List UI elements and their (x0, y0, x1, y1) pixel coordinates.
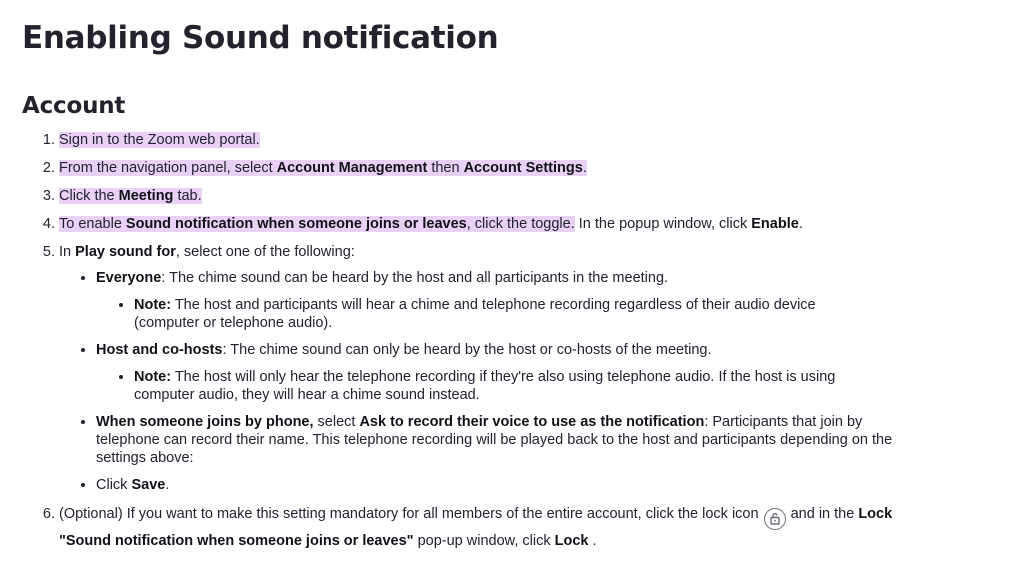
step-4-highlight (59, 216, 575, 232)
phone-text-2: : Participants that join by telephone can record their name. This telephone recording will be played back to the host and participants depending on the settings above: (96, 414, 893, 466)
step-2-text: From the navigation panel, select (59, 160, 277, 176)
option-everyone (96, 269, 926, 332)
step-4-text-2: , click the toggle. (466, 216, 575, 232)
option-host-cohosts (96, 341, 926, 404)
save-period: . (165, 477, 170, 493)
options-list (59, 269, 1022, 494)
host-cohosts-label: Host and co-hosts (96, 342, 223, 358)
everyone-label: Everyone (96, 270, 162, 286)
option-save (96, 476, 926, 494)
section-heading: Account (22, 93, 126, 119)
phone-text: select (313, 414, 360, 430)
note-text: The host will only hear the telephone recording if they're also using telephone audio. If the host is using computer audio, they will hear a chime sound instead. (134, 369, 836, 403)
step-3-text-2: tab. (173, 188, 202, 204)
note-host (134, 368, 874, 404)
lock-label: Lock (554, 533, 589, 549)
article (22, 0, 1022, 563)
sound-notification-label: Sound notification when someone joins or leaves (125, 216, 467, 232)
steps-list (22, 131, 1022, 553)
step-2 (59, 159, 1022, 177)
step-2-text-2: then (427, 160, 464, 176)
everyone-notes (96, 296, 926, 332)
step-4-text: To enable (59, 216, 126, 232)
account-settings-label: Account Settings (463, 160, 583, 176)
note-label: Note: (134, 369, 172, 385)
host-notes (96, 368, 926, 404)
page-title: Enabling Sound notification (22, 20, 499, 56)
account-management-label: Account Management (276, 160, 428, 176)
step-6 (59, 503, 939, 553)
note-label: Note: (134, 297, 172, 313)
step-3-highlight (59, 188, 202, 204)
step-6-text: (Optional) If you want to make this setting mandatory for all members of the entire account, click the lock icon (59, 506, 763, 522)
everyone-text: : The chime sound can be heard by the host and all participants in the meeting. (161, 270, 669, 286)
step-3 (59, 187, 1022, 205)
step-1-text: Sign in to the Zoom web portal. (59, 132, 260, 148)
step-2-highlight (59, 160, 587, 176)
step-5-text: In (59, 244, 76, 260)
lock-window-label: Lock "Sound notification when someone joins or leaves" (59, 506, 893, 549)
step-4 (59, 215, 1022, 233)
step-4-period: . (798, 216, 803, 232)
step-6-period: . (588, 533, 597, 549)
step-3-text: Click the (59, 188, 119, 204)
record-voice-label: Ask to record their voice to use as the notification (359, 414, 705, 430)
step-1 (59, 131, 1022, 149)
host-cohosts-text: : The chime sound can only be heard by the host or co-hosts of the meeting. (222, 342, 712, 358)
step-6-text-3: pop-up window, click (413, 533, 555, 549)
step-2-period: . (582, 160, 587, 176)
save-text: Click (96, 477, 132, 493)
step-5-text-2: , select one of the following: (175, 244, 355, 260)
enable-label: Enable (751, 216, 799, 232)
step-5 (59, 243, 1022, 494)
joins-by-phone-label: When someone joins by phone, (96, 414, 314, 430)
save-label: Save (131, 477, 166, 493)
step-4-text-3: In the popup window, click (574, 216, 752, 232)
meeting-tab-label: Meeting (118, 188, 174, 204)
note-everyone (134, 296, 874, 332)
option-phone (96, 413, 926, 467)
note-text: The host and participants will hear a chime and telephone recording regardless of their audio device (computer or telephone audio). (134, 297, 816, 331)
lock-icon (764, 508, 786, 530)
play-sound-for-label: Play sound for (75, 244, 176, 260)
step-6-text-2: and in the (786, 506, 859, 522)
